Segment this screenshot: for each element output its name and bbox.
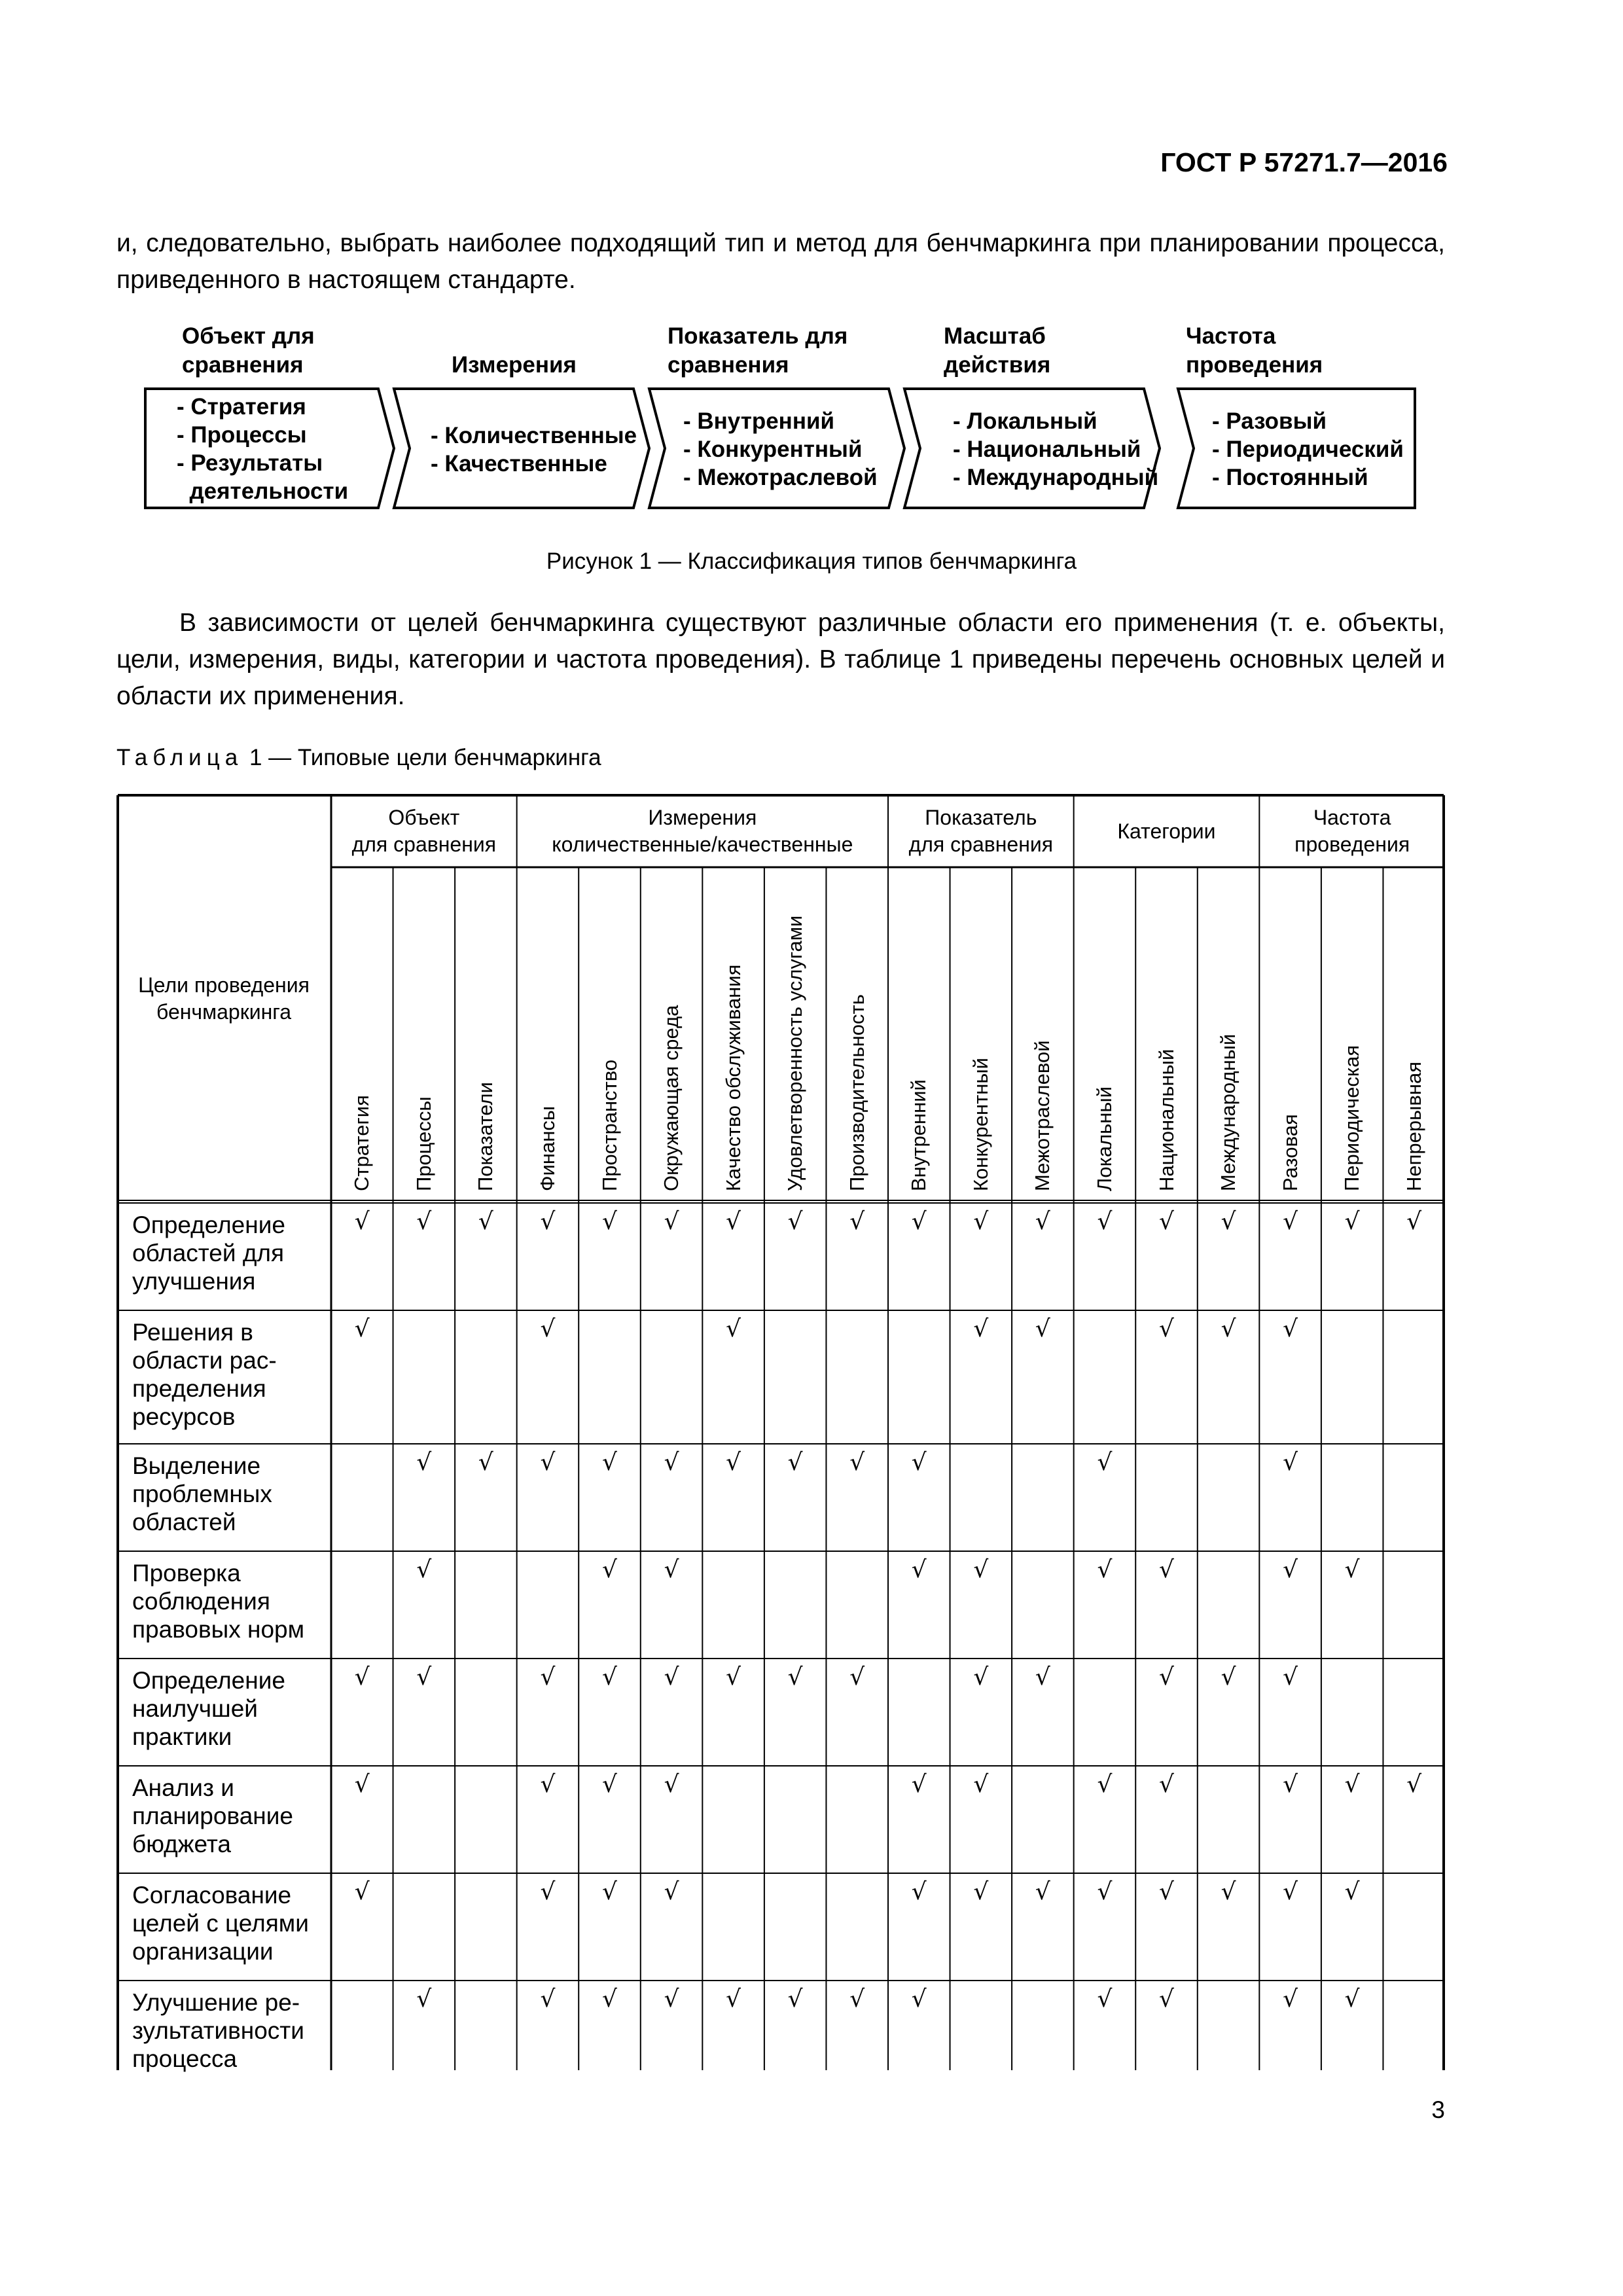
check-mark: √ — [911, 1556, 927, 1583]
column-header: Окружающая среда — [660, 1005, 683, 1191]
row-label: Анализ и планирование бюджета — [132, 1774, 293, 1857]
column-header: Периодическая — [1340, 1045, 1364, 1191]
column-header: Показатели — [474, 1082, 497, 1191]
check-mark: √ — [602, 1556, 617, 1583]
check-mark: √ — [1221, 1208, 1236, 1235]
row-label: Выделение проблемных областей — [132, 1452, 272, 1535]
column-header: Конкурентный — [969, 1058, 992, 1191]
figure-stage-item: - Конкурентный — [683, 437, 863, 462]
table-title — [116, 745, 601, 771]
figure-stage-title: Объект для сравнения — [182, 323, 315, 378]
check-mark: √ — [664, 1664, 679, 1691]
column-group-header: Измерения количественные/качественные — [552, 806, 853, 856]
document-code: ГОСТ Р 57271.7—2016 — [1160, 147, 1448, 177]
column-group-header: Категории — [1117, 819, 1216, 843]
check-mark: √ — [973, 1316, 989, 1342]
check-mark: √ — [1406, 1771, 1422, 1798]
row-label: Определение наилучшей практики — [132, 1667, 285, 1750]
check-mark: √ — [664, 1986, 679, 2013]
check-mark: √ — [1035, 1664, 1050, 1691]
row-label: Улучшение ре- зультативности процесса — [132, 1989, 304, 2072]
check-mark: √ — [664, 1556, 679, 1583]
check-mark: √ — [354, 1208, 370, 1235]
check-mark: √ — [1283, 1208, 1298, 1235]
check-mark: √ — [849, 1986, 865, 2013]
check-mark: √ — [1406, 1208, 1422, 1235]
corner-label: Цели проведения бенчмаркинга — [138, 973, 310, 1024]
table-title-text: 1 — Типовые цели бенчмаркинга — [243, 745, 601, 770]
check-mark: √ — [354, 1771, 370, 1798]
check-mark: √ — [726, 1208, 741, 1235]
check-mark: √ — [787, 1986, 803, 2013]
figure-stage-item: деятельности — [177, 478, 349, 504]
check-mark: √ — [354, 1664, 370, 1691]
check-mark: √ — [1344, 1208, 1360, 1235]
check-mark: √ — [354, 1316, 370, 1342]
check-mark: √ — [849, 1449, 865, 1476]
check-mark: √ — [602, 1449, 617, 1476]
check-mark: √ — [973, 1771, 989, 1798]
figure-stage-item: - Постоянный — [1212, 465, 1368, 490]
check-mark: √ — [540, 1986, 556, 2013]
column-header: Качество обслуживания — [721, 964, 745, 1191]
figure-stage-item: - Локальный — [953, 408, 1097, 434]
figure-stage-title: Измерения — [452, 352, 577, 378]
check-mark: √ — [1344, 1878, 1360, 1905]
check-mark: √ — [540, 1664, 556, 1691]
check-mark: √ — [1035, 1878, 1050, 1905]
check-mark: √ — [664, 1208, 679, 1235]
figure-stage-title: Масштаб действия — [944, 323, 1051, 378]
check-mark: √ — [911, 1986, 927, 2013]
check-mark: √ — [540, 1878, 556, 1905]
check-mark: √ — [602, 1771, 617, 1798]
figure-stage-title: Показатель для сравнения — [668, 323, 848, 378]
check-mark: √ — [726, 1316, 741, 1342]
column-header: Производительность — [845, 994, 868, 1191]
figure-stage-item: - Периодический — [1212, 437, 1404, 462]
column-header: Процессы — [412, 1096, 435, 1191]
check-mark: √ — [1221, 1316, 1236, 1342]
column-header: Международный — [1217, 1033, 1240, 1191]
figure-stage-item: - Межотраслевой — [683, 465, 878, 490]
check-mark: √ — [664, 1878, 679, 1905]
check-mark: √ — [1035, 1208, 1050, 1235]
column-header: Разовая — [1278, 1114, 1302, 1191]
check-mark: √ — [1035, 1316, 1050, 1342]
row-label: Согласование целей с целями организации — [132, 1882, 309, 1965]
check-mark: √ — [1159, 1878, 1174, 1905]
column-group-header: Частота проведения — [1294, 806, 1410, 856]
figure-stage-item: - Количественные — [431, 423, 637, 448]
column-header: Внутренний — [907, 1079, 931, 1191]
check-mark: √ — [1159, 1316, 1174, 1342]
row-label: Проверка соблюдения правовых норм — [132, 1560, 305, 1643]
check-mark: √ — [1159, 1664, 1174, 1691]
column-group-header: Показатель для сравнения — [908, 806, 1054, 856]
body-paragraph: В зависимости от целей бенчмаркинга существуют различные области его применения (т. е. объекты, цели, измерения, виды, категории и частота проведения). В таблице 1 приведены перечень основных целей и области их применения. — [116, 609, 1445, 710]
check-mark: √ — [1159, 1771, 1174, 1798]
check-mark: √ — [1097, 1449, 1113, 1476]
check-mark: √ — [911, 1771, 927, 1798]
check-mark: √ — [1283, 1771, 1298, 1798]
check-mark: √ — [416, 1449, 432, 1476]
classification-figure — [0, 0, 1623, 589]
table-title-label: Таблица — [116, 745, 243, 770]
check-mark: √ — [1097, 1556, 1113, 1583]
check-mark: √ — [726, 1664, 741, 1691]
figure-stage-item: - Качественные — [431, 451, 607, 476]
figure-caption: Рисунок 1 — Классификация типов бенчмаркинга — [546, 548, 1077, 574]
check-mark: √ — [1097, 1208, 1113, 1235]
check-mark: √ — [478, 1208, 493, 1235]
check-mark: √ — [1159, 1208, 1174, 1235]
column-header: Пространство — [597, 1059, 621, 1191]
check-mark: √ — [1283, 1316, 1298, 1342]
benchmarking-goals-table — [116, 794, 1445, 2070]
check-mark: √ — [1344, 1771, 1360, 1798]
check-mark: √ — [849, 1664, 865, 1691]
check-mark: √ — [1283, 1556, 1298, 1583]
check-mark: √ — [1097, 1771, 1113, 1798]
check-mark: √ — [911, 1449, 927, 1476]
column-header: Стратегия — [350, 1095, 374, 1191]
check-mark: √ — [1159, 1986, 1174, 2013]
check-mark: √ — [911, 1878, 927, 1905]
row-label: Решения в области рас- пределения ресурсов — [132, 1319, 277, 1430]
check-mark: √ — [1344, 1986, 1360, 2013]
check-mark: √ — [602, 1664, 617, 1691]
check-mark: √ — [540, 1316, 556, 1342]
figure-stage-title: Частота проведения — [1186, 323, 1323, 378]
check-mark: √ — [602, 1208, 617, 1235]
check-mark: √ — [973, 1878, 989, 1905]
check-mark: √ — [973, 1208, 989, 1235]
check-mark: √ — [911, 1208, 927, 1235]
figure-stage-item: - Международный — [953, 465, 1159, 490]
check-mark: √ — [1221, 1664, 1236, 1691]
figure-stage-item: - Стратегия — [177, 394, 306, 420]
check-mark: √ — [973, 1664, 989, 1691]
check-mark: √ — [416, 1664, 432, 1691]
column-header: Финансы — [535, 1105, 559, 1191]
check-mark: √ — [1097, 1986, 1113, 2013]
check-mark: √ — [1283, 1986, 1298, 2013]
check-mark: √ — [416, 1208, 432, 1235]
column-header: Национальный — [1154, 1049, 1178, 1191]
figure-stage-item: - Национальный — [953, 437, 1141, 462]
check-mark: √ — [664, 1449, 679, 1476]
figure-stage-item: - Разовый — [1212, 408, 1327, 434]
check-mark: √ — [1221, 1878, 1236, 1905]
figure-stage-item: - Внутренний — [683, 408, 834, 434]
check-mark: √ — [787, 1208, 803, 1235]
check-mark: √ — [540, 1208, 556, 1235]
check-mark: √ — [540, 1449, 556, 1476]
check-mark: √ — [1097, 1878, 1113, 1905]
check-mark: √ — [973, 1556, 989, 1583]
check-mark: √ — [1159, 1556, 1174, 1583]
row-label: Определение областей для улучшения — [132, 1211, 285, 1295]
intro-paragraph: и, следовательно, выбрать наиболее подходящий тип и метод для бенчмаркинга при планировании процесса, приведенного в настоящем стандарте. — [116, 229, 1445, 294]
column-header: Локальный — [1092, 1086, 1116, 1191]
check-mark: √ — [664, 1771, 679, 1798]
check-mark: √ — [1344, 1556, 1360, 1583]
check-mark: √ — [540, 1771, 556, 1798]
column-header: Межотраслевой — [1031, 1040, 1054, 1191]
figure-stage-item: - Результаты — [177, 450, 323, 476]
check-mark: √ — [849, 1208, 865, 1235]
column-group-header: Объект для сравнения — [351, 806, 497, 856]
check-mark: √ — [416, 1986, 432, 2013]
check-mark: √ — [416, 1556, 432, 1583]
column-header: Непрерывная — [1402, 1061, 1425, 1191]
check-mark: √ — [602, 1986, 617, 2013]
check-mark: √ — [787, 1449, 803, 1476]
column-header: Удовлетворенность услугами — [783, 915, 807, 1191]
check-mark: √ — [1283, 1449, 1298, 1476]
figure-stage-item: - Процессы — [177, 422, 307, 448]
check-mark: √ — [1283, 1664, 1298, 1691]
check-mark: √ — [478, 1449, 493, 1476]
check-mark: √ — [726, 1986, 741, 2013]
check-mark: √ — [602, 1878, 617, 1905]
check-mark: √ — [787, 1664, 803, 1691]
page-number: 3 — [1431, 2096, 1445, 2123]
check-mark: √ — [1283, 1878, 1298, 1905]
check-mark: √ — [726, 1449, 741, 1476]
check-mark: √ — [354, 1878, 370, 1905]
